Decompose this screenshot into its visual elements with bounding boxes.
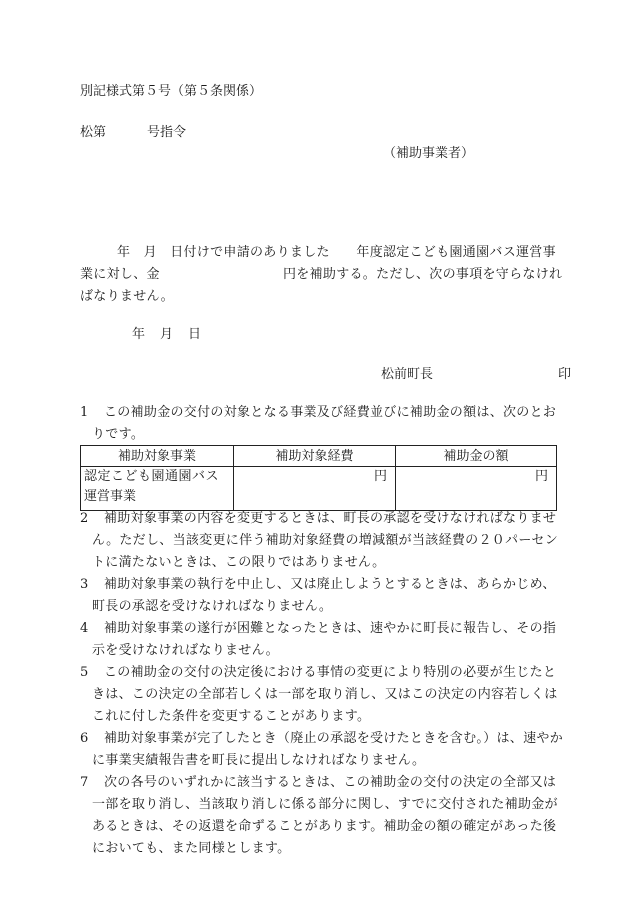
clause-line: これに付した条件を変更することがあります。 <box>92 709 371 724</box>
cost-unit: 円 <box>373 469 387 484</box>
clause-number: 3 <box>80 577 89 592</box>
table-cell-project <box>81 467 234 511</box>
clause-number: 4 <box>80 621 89 636</box>
clause-number: 5 <box>80 665 89 680</box>
clause-line: この補助金の交付の決定後における事情の変更により特別の必要が生じたと <box>104 665 557 680</box>
table-header-grant: 補助金の額 <box>396 446 557 467</box>
doc-number-prefix: 松第 <box>80 125 107 140</box>
clause-line: ん。ただし、当該変更に伴う補助対象経費の増減額が当該経費の２０パーセン <box>92 533 559 548</box>
issuer-seal: 印 <box>558 367 572 382</box>
clause-line: 補助対象事業の内容を変更するときは、町長の承認を受けなければなりませ <box>104 511 557 526</box>
clause-line: 次の各号のいずれかに該当するときは、この補助金の交付の決定の全部又は <box>104 775 557 790</box>
body-line-3: ばなりません。 <box>80 289 174 304</box>
clause-line: 町長の承認を受けなければなりません。 <box>92 599 333 614</box>
clause-line: 補助対象事業の執行を中止し、又は廃止しようとするときは、あらかじめ、 <box>104 577 556 592</box>
clause-line: 補助対象事業が完了したとき（廃止の承認を受けたときを含む。）は、速やか <box>104 731 564 746</box>
doc-number-suffix: 号指令 <box>147 125 187 140</box>
clause-line: 一部を取り消し、当該取り消しに係る部分に関し、すでに交付された補助金が <box>92 797 558 812</box>
clause-line: 補助対象事業の遂行が困難となったときは、速やかに町長に報告し、その指 <box>104 621 557 636</box>
body-line-2b: 円を補助する。ただし、次の事項を守らなけれ <box>283 267 563 282</box>
clause-line: きは、この決定の全部若しくは一部を取り消し、又はこの決定の内容若しくは <box>92 687 558 702</box>
table-header-cost: 補助対象経費 <box>234 446 396 467</box>
clause-line: トに満たないときは、この限りではありません。 <box>92 555 386 570</box>
table-header-row <box>81 446 557 467</box>
body-line-2a: 業に対し、金 <box>80 267 160 282</box>
clause-line: りです。 <box>92 427 145 442</box>
clause-number: 7 <box>80 775 89 790</box>
project-name-line-2: 運営事業 <box>84 489 137 504</box>
clause-line: この補助金の交付の対象となる事業及び経費並びに補助金の額は、次のとお <box>104 405 557 420</box>
issue-date: 年 月 日 <box>132 327 203 342</box>
form-label: 別記様式第５号（第５条関係） <box>80 84 263 99</box>
grant-unit: 円 <box>534 469 548 484</box>
table-row <box>81 467 557 511</box>
clause-line: 示を受けなければなりません。 <box>92 643 279 658</box>
clause-number: 6 <box>80 731 89 746</box>
body-line-1: 年 月 日付けで申請のありました 年度認定こども園通園バス運営事 <box>117 245 556 260</box>
table-header-project: 補助対象事業 <box>81 446 234 467</box>
recipient-label: （補助事業者） <box>383 146 475 161</box>
clause-number: 1 <box>80 405 89 420</box>
issuer-title: 松前町長 <box>381 367 434 382</box>
project-name-line-1: 認定こども園通園バス <box>84 469 220 484</box>
clause-line: に事業実績報告書を町長に提出しなければなりません。 <box>92 753 426 768</box>
table-cell-cost <box>234 467 396 511</box>
clause-line: あるときは、その返還を命ずることがあります。補助金の額の確定があった後 <box>92 819 557 834</box>
clause-number: 2 <box>80 511 89 526</box>
grant-table <box>80 445 557 511</box>
clause-line: においても、また同様とします。 <box>92 841 291 856</box>
table-cell-grant <box>396 467 557 511</box>
